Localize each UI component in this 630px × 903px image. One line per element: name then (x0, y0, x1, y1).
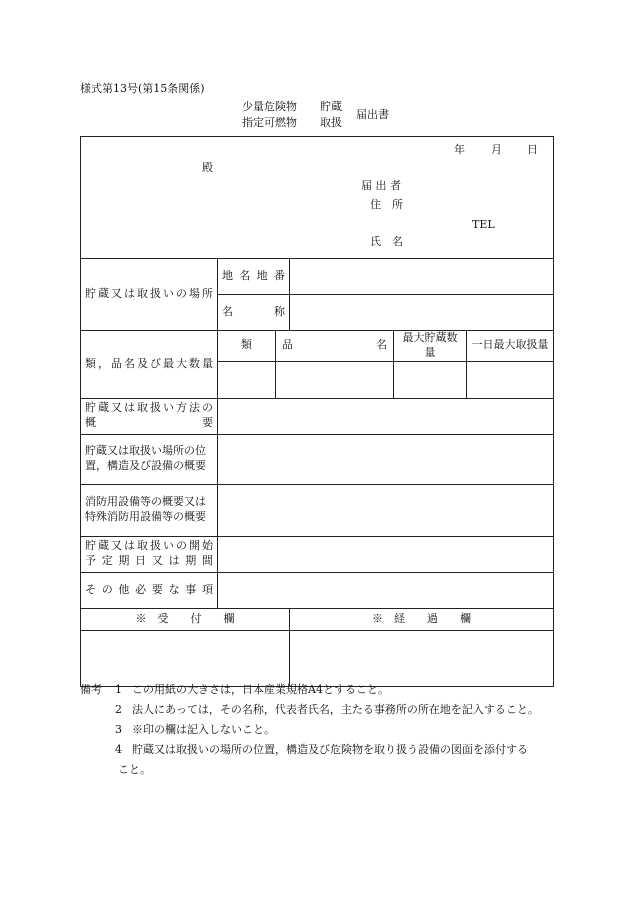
item-value[interactable] (276, 361, 394, 398)
col-class: 類 (218, 331, 276, 362)
facility-label: 貯蔵又は取扱い場所の位置，構造及び設備の概要 (81, 434, 218, 484)
col-max-storage: 最大貯蔵数量 (394, 331, 467, 362)
title-line2-a: 指定可燃物 (242, 116, 297, 129)
date-year: 年 (454, 143, 465, 156)
progress-value (290, 630, 554, 686)
daily-max-value[interactable] (467, 361, 554, 398)
location-label: 貯蔵又は取扱いの場所 (81, 259, 218, 331)
note-text: 法人にあっては，その名称，代表者氏名，主たる事務所の所在地を記入すること。 (132, 703, 539, 716)
note-num: 2 (115, 703, 122, 716)
other-value[interactable] (218, 572, 554, 608)
tel-label: TEL (472, 218, 495, 231)
fire-equipment-value[interactable] (218, 484, 554, 536)
note-text: 貯蔵又は取扱いの場所の位置，構造及び危険物を取り扱う設備の図面を添付する (132, 743, 528, 756)
notifier-label: 届 出 者 (361, 179, 401, 192)
other-label: その他必要な事項 (81, 572, 218, 608)
title-line1-a: 少量危険物 (242, 100, 297, 113)
title-line1-b: 貯蔵 (320, 100, 342, 113)
address-label: 住 所 (370, 198, 403, 211)
note-num: 3 (115, 723, 122, 736)
col-daily-max: 一日最大取扱量 (467, 331, 554, 362)
name-label: 氏 名 (370, 235, 403, 248)
schedule-label: 貯蔵又は取扱いの開始 予定期日又は期間 (81, 536, 218, 572)
col-item: 品 名 (276, 331, 394, 362)
note-text: この用紙の大きさは，日本産業規格A4とすること。 (132, 683, 389, 696)
form-number: 様式第13号(第15条関係) (80, 82, 205, 95)
note-text: ※印の欄は記入しないこと。 (132, 723, 275, 736)
facility-value[interactable] (218, 434, 554, 484)
method-value[interactable] (218, 398, 554, 434)
notes-label: 備考 (80, 683, 102, 696)
place-name-value[interactable] (290, 295, 554, 331)
addressee: 殿 (202, 161, 213, 174)
reception-label: ※ 受 付 欄 (81, 608, 290, 630)
title-line2-b: 取扱 (320, 116, 342, 129)
method-label: 貯蔵又は取扱い方法の 概要 (81, 398, 218, 434)
reception-value (81, 630, 290, 686)
progress-label: ※ 経 過 欄 (290, 608, 554, 630)
notification-form (80, 136, 554, 687)
schedule-value[interactable] (218, 536, 554, 572)
place-number-label: 地名地番 (218, 259, 290, 295)
place-name-label: 名 称 (218, 295, 290, 331)
applicant-block (81, 137, 554, 259)
type-label: 類，品名及び最大数量 (81, 331, 218, 399)
place-number-value[interactable] (290, 259, 554, 295)
note-num: 4 (115, 743, 122, 756)
note-text: こと。 (118, 763, 151, 776)
title-suffix: 届出書 (356, 108, 389, 121)
class-value[interactable] (218, 361, 276, 398)
date-day: 日 (527, 143, 538, 156)
date-month: 月 (491, 143, 502, 156)
notes (80, 680, 560, 780)
max-storage-value[interactable] (394, 361, 467, 398)
fire-equipment-label: 消防用設備等の概要又は特殊消防用設備等の概要 (81, 484, 218, 536)
note-num: 1 (115, 683, 122, 696)
